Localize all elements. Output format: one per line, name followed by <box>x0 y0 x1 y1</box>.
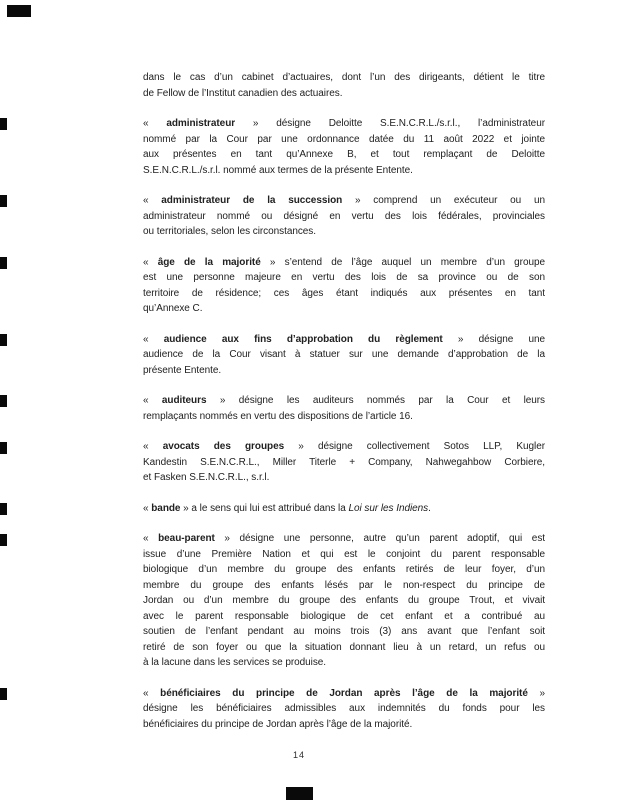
text-line: « bénéficiaires du principe de Jordan après l’âge de la majorité » <box>143 687 545 699</box>
defined-term: auditeurs <box>161 395 207 406</box>
scan-mark-left-auditeurs <box>0 395 7 407</box>
paragraph <box>143 501 545 517</box>
text-line: présente Entente. <box>143 364 222 376</box>
text-line: désigne les bénéficiaires admissibles aux indemnités du fonds pour les <box>143 703 545 714</box>
scan-mark-left-bande <box>0 503 7 515</box>
text-line: remplaçants nommés en vertu des dispositions de l’article 16. <box>143 410 413 422</box>
text-line: membre du groupe des enfants lésés par le non-respect du principe de <box>143 579 545 591</box>
scan-mark-left-avocats <box>0 442 7 454</box>
scan-mark-left-administrateur-succession <box>0 195 7 207</box>
text-line: qu’Annexe C. <box>143 303 203 314</box>
text-line: ou territoriales, selon les circonstances. <box>143 226 316 237</box>
scan-mark-left-beneficiaires <box>0 688 7 700</box>
defined-term: bénéficiaires du principe de Jordan après l’âge de la majorité <box>160 687 528 699</box>
paragraph <box>143 393 545 424</box>
paragraph <box>143 439 545 486</box>
paragraph <box>143 193 545 240</box>
text-line: « administrateur » désigne Deloitte S.E.N.C.R.L./s.r.l., l’administrateur <box>143 118 545 129</box>
text-block <box>143 70 545 747</box>
text-line: « bande » a le sens qui lui est attribué dans la Loi sur les Indiens. <box>143 502 431 514</box>
defined-term: audience aux fins d’approbation du règlement <box>163 333 443 345</box>
defined-term: beau-parent <box>158 533 215 544</box>
text-line: aux présentes en tant qu’Annexe B, et tout remplaçant de Deloitte <box>143 149 545 160</box>
text-line: dans le cas d’un cabinet d’actuaires, dont l’un des dirigeants, détient le titre <box>143 72 545 83</box>
text-line: avec le parent responsable biologique de cet enfant et a contribué au <box>143 610 545 622</box>
italic-term: Loi sur les Indiens <box>348 502 429 514</box>
scan-mark-top-left <box>7 5 31 17</box>
text-line: et Fasken S.E.N.C.R.L., s.r.l. <box>143 472 270 483</box>
defined-term: âge de la majorité <box>157 256 261 268</box>
paragraph <box>143 332 545 379</box>
text-line: biologique d’un membre du groupe des enfants retirés de leur foyer, d’un <box>143 564 545 575</box>
text-line: retiré de son foyer ou que la situation donnant lieu à un retard, un refus ou <box>143 641 545 653</box>
paragraph <box>143 255 545 317</box>
paragraph <box>143 686 545 733</box>
text-line: « âge de la majorité » s’entend de l’âge auquel un membre d’un groupe <box>143 256 546 268</box>
text-line: Kandestin S.E.N.C.R.L., Miller Titerle + Company, Nahwegahbow Corbiere, <box>143 456 545 468</box>
defined-term: avocats des groupes <box>162 441 285 452</box>
paragraph <box>143 70 545 101</box>
text-line: « auditeurs » désigne les auditeurs nommés par la Cour et leurs <box>143 395 545 406</box>
scan-mark-left-age-majorite <box>0 257 7 269</box>
text-line: à la lacune dans les services se produise. <box>143 657 327 668</box>
text-line: « audience aux fins d’approbation du règlement » désigne une <box>143 333 545 345</box>
text-line: administrateur nommé ou désigné en vertu des lois fédérales, provinciales <box>143 210 545 222</box>
text-line: S.E.N.C.R.L./s.r.l. nommé aux termes de la présente Entente. <box>143 164 413 176</box>
text-line: de Fellow de l’Institut canadien des actuaires. <box>143 87 343 99</box>
text-line: « beau-parent » désigne une personne, autre qu’un parent adoptif, qui est <box>143 533 546 544</box>
defined-term: administrateur de la succession <box>161 195 343 206</box>
text-line: Jordan ou d’un membre du groupe des enfants du groupe Trout, et vivait <box>143 595 545 606</box>
text-line: bénéficiaires du principe de Jordan après l’âge de la majorité. <box>143 718 413 730</box>
scan-mark-bottom-center <box>286 787 313 800</box>
scan-mark-left-beau-parent <box>0 534 7 546</box>
text-line: issue d’une Première Nation et qui est le conjoint du parent responsable <box>143 548 545 560</box>
defined-term: bande <box>151 502 181 514</box>
text-line: soutien de l’enfant pendant au moins trois (3) ans avant que l’enfant soit <box>143 626 545 637</box>
scan-mark-left-administrateur <box>0 118 7 130</box>
text-line: « administrateur de la succession » comprend un exécuteur ou un <box>143 195 545 206</box>
text-line: nommé par la Cour par une ordonnance datée du 11 août 2022 et jointe <box>143 133 545 145</box>
paragraph <box>143 531 545 671</box>
page-number: 14 <box>292 750 305 760</box>
paragraph <box>143 116 545 178</box>
text-line: audience de la Cour visant à statuer sur une demande d’approbation de la <box>143 349 545 360</box>
text-line: est une personne majeure en vertu des lois de sa province ou de son <box>143 272 545 283</box>
defined-term: administrateur <box>166 118 236 129</box>
scan-mark-left-audience <box>0 334 7 346</box>
text-line: « avocats des groupes » désigne collectivement Sotos LLP, Kugler <box>143 441 545 452</box>
text-line: territoire de résidence; ces âges étant indiqués aux présentes en tant <box>143 287 545 299</box>
